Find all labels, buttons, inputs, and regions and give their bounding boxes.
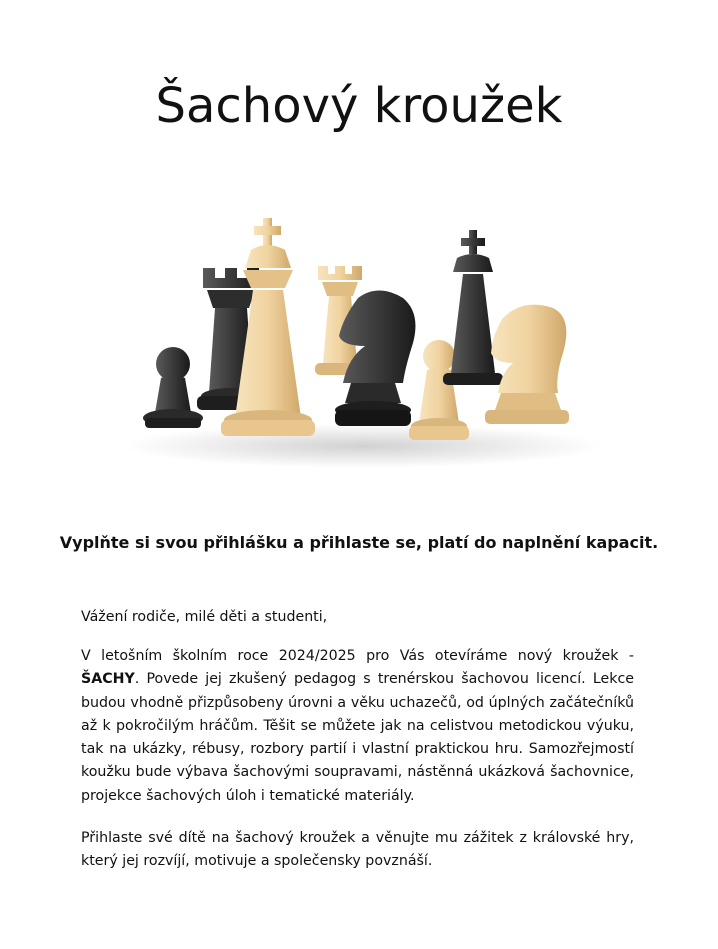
dark-pawn: [143, 347, 203, 428]
chess-pieces-image: [103, 168, 623, 493]
greeting-text: Vážení rodiče, milé děti a studenti,: [81, 609, 328, 625]
paragraph-intro-emphasis: ŠACHY: [81, 671, 135, 688]
call-to-action: Vyplňte si svou přihlášku a přihlaste se, platí do naplnění kapacit.: [59, 533, 659, 552]
paragraph-intro: [81, 645, 634, 808]
paragraph-closing: Přihlaste své dítě na šachový kroužek a věnujte mu zážitek z královské hry, který jej rozvíjí, motivuje a společensky povznáší.: [81, 830, 634, 870]
chess-pieces-icon: [103, 168, 623, 493]
page-title: Šachový kroužek: [155, 78, 563, 134]
paragraph-intro-after: . Povede jej zkušený pedagog s trenérskou šachovou licencí. Lekce budou vhodně přizpůsobeny úrovni a věku uchazečů, od úplných začátečníků až k pokročilým hráčům. Těšit se můžete jak na celistvou metodickou výuku, tak na ukázky, rébusy, rozbory partií i vlastní praktickou hru. Samozřejmostí koužku bude výbava šachovými soupravami, nástěnná ukázková šachovnice, projekce šachových úloh i tematické materiály.: [81, 671, 634, 804]
light-knight: [485, 305, 569, 424]
paragraph-intro-before: V letošním školním roce 2024/2025 pro Vás otevíráme nový kroužek -: [81, 648, 634, 664]
